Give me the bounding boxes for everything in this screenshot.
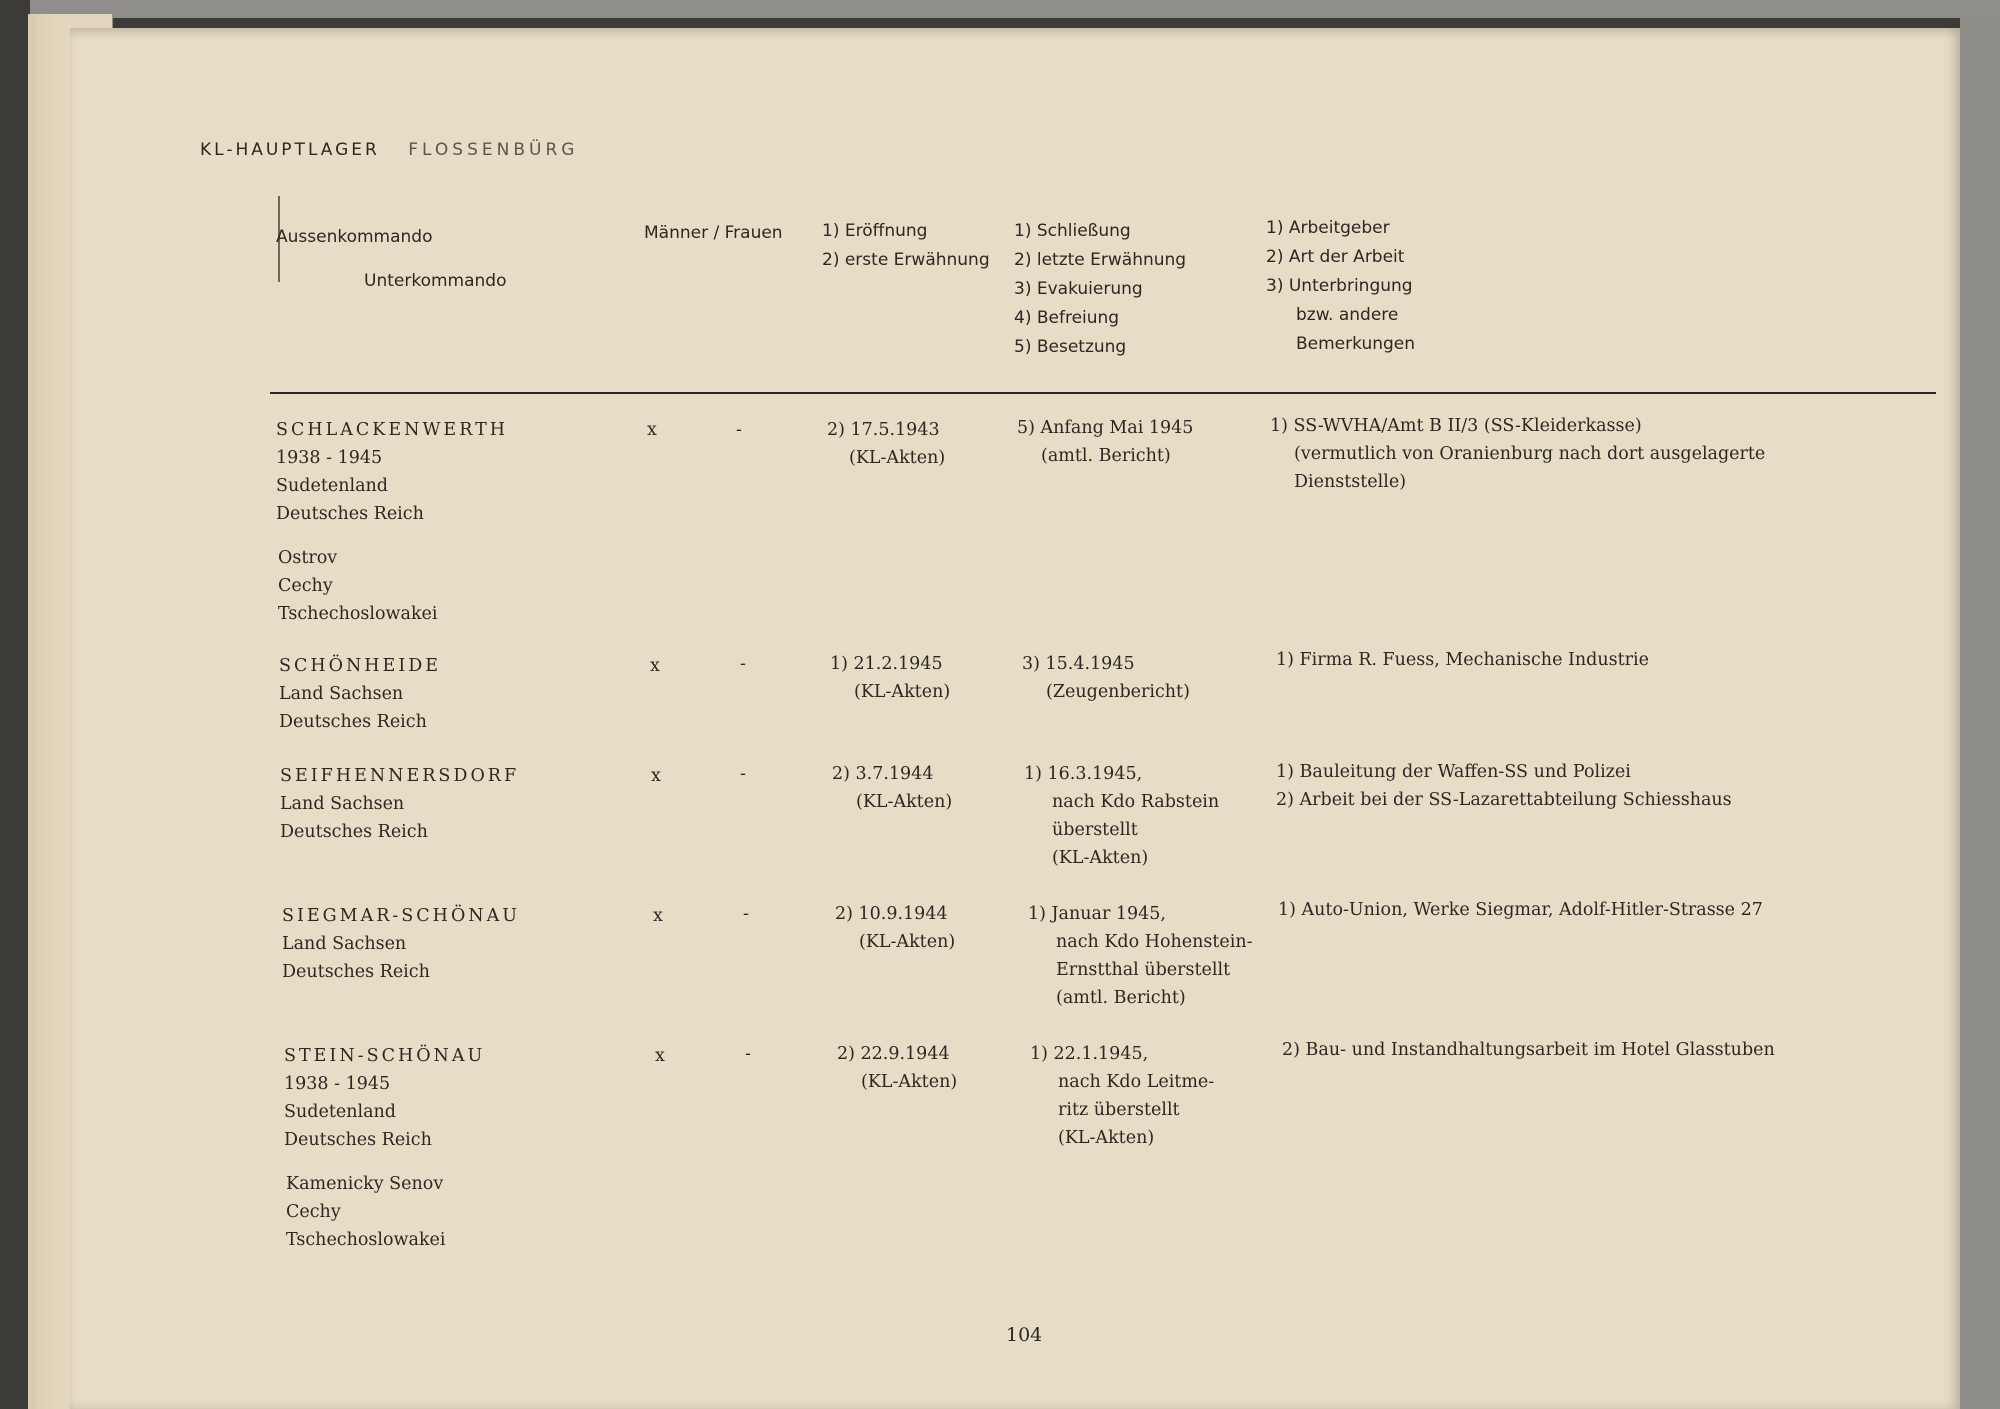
entry-men: x [650, 656, 660, 676]
header-rule [270, 392, 1936, 394]
title-camp: KL-HAUPTLAGER [200, 140, 380, 160]
entry-employer: 1) Firma R. Fuess, Mechanische Industrie [1276, 650, 1649, 670]
entry-employer: 1) Auto-Union, Werke Siegmar, Adolf-Hitler-Strasse 27 [1278, 900, 1763, 920]
document-page [70, 28, 1960, 1409]
header-aussenkommando: Aussenkommando [276, 227, 433, 247]
entry-sublocation: Ostrov Cechy Tschechoslowakei [278, 548, 438, 624]
entry-men: x [655, 1046, 665, 1066]
entry-closing: 5) Anfang Mai 1945 (amtl. Bericht) [1017, 418, 1194, 466]
entry-location: SCHÖNHEIDE Land Sachsen Deutsches Reich [279, 652, 441, 736]
entry-sublocation: Kamenicky Senov Cechy Tschechoslowakei [286, 1174, 446, 1250]
entry-employer: 1) Bauleitung der Waffen-SS und Polizei 2) Arbeit bei der SS-Lazarettabteilung Schiesshaus [1276, 762, 1732, 810]
entry-name: SCHÖNHEIDE [279, 656, 442, 676]
entry-location: SEIFHENNERSDORF Land Sachsen Deutsches Reich [280, 762, 519, 846]
entry-location: SIEGMAR-SCHÖNAU Land Sachsen Deutsches Reich [282, 902, 520, 986]
entry-closing: 1) 22.1.1945, nach Kdo Leitme- ritz überstellt (KL-Akten) [1030, 1044, 1215, 1148]
entry-opening: 1) 21.2.1945 (KL-Akten) [830, 654, 951, 702]
header-unterkommando: Unterkommando [364, 271, 507, 291]
entry-name: SEIFHENNERSDORF [280, 766, 520, 786]
entry-opening: 2) 22.9.1944 (KL-Akten) [837, 1044, 958, 1092]
page-number: 104 [1006, 1324, 1043, 1346]
entry-women: - [740, 654, 746, 674]
entry-closing: 3) 15.4.1945 (Zeugenbericht) [1022, 654, 1190, 702]
entry-women: - [745, 1044, 751, 1064]
entry-men: x [647, 420, 657, 440]
entry-opening: 2) 3.7.1944 (KL-Akten) [832, 764, 953, 812]
entry-closing: 1) Januar 1945, nach Kdo Hohenstein- Ernstthal überstellt (amtl. Bericht) [1028, 904, 1253, 1008]
entry-location: SCHLACKENWERTH 1938 - 1945 Sudetenland Deutsches Reich [276, 416, 508, 528]
entry-name: STEIN-SCHÖNAU [284, 1046, 486, 1066]
header-maenner-frauen: Männer / Frauen [644, 223, 783, 243]
entry-women: - [736, 420, 742, 440]
entry-men: x [653, 906, 663, 926]
title-location: FLOSSENBÜRG [408, 140, 579, 160]
entry-name: SIEGMAR-SCHÖNAU [282, 906, 520, 926]
header-col-opening: 1) Eröffnung 2) erste Erwähnung [822, 221, 990, 270]
entry-location: STEIN-SCHÖNAU 1938 - 1945 Sudetenland Deutsches Reich [284, 1042, 485, 1154]
scan-top-strip [30, 0, 2000, 18]
entry-closing: 1) 16.3.1945, nach Kdo Rabstein überstellt (KL-Akten) [1024, 764, 1220, 868]
entry-opening: 2) 17.5.1943 (KL-Akten) [827, 420, 946, 468]
entry-men: x [651, 766, 661, 786]
entry-opening: 2) 10.9.1944 (KL-Akten) [835, 904, 956, 952]
scan-right-edge [1960, 18, 2000, 1409]
entry-women: - [743, 904, 749, 924]
header-col-employer: 1) Arbeitgeber 2) Art der Arbeit 3) Unterbringung bzw. andere Bemerkungen [1266, 218, 1416, 354]
header-col-closing: 1) Schließung 2) letzte Erwähnung 3) Evakuierung 4) Befreiung 5) Besetzung [1014, 221, 1187, 357]
entry-women: - [740, 764, 746, 784]
page-title [200, 140, 578, 160]
entry-name: SCHLACKENWERTH [276, 420, 509, 440]
entry-employer: 2) Bau- und Instandhaltungsarbeit im Hotel Glasstuben [1282, 1040, 1775, 1060]
entry-employer: 1) SS-WVHA/Amt B II/3 (SS-Kleiderkasse) (vermutlich von Oranienburg nach dort ausgelagerte Dienststelle) [1270, 416, 1766, 492]
